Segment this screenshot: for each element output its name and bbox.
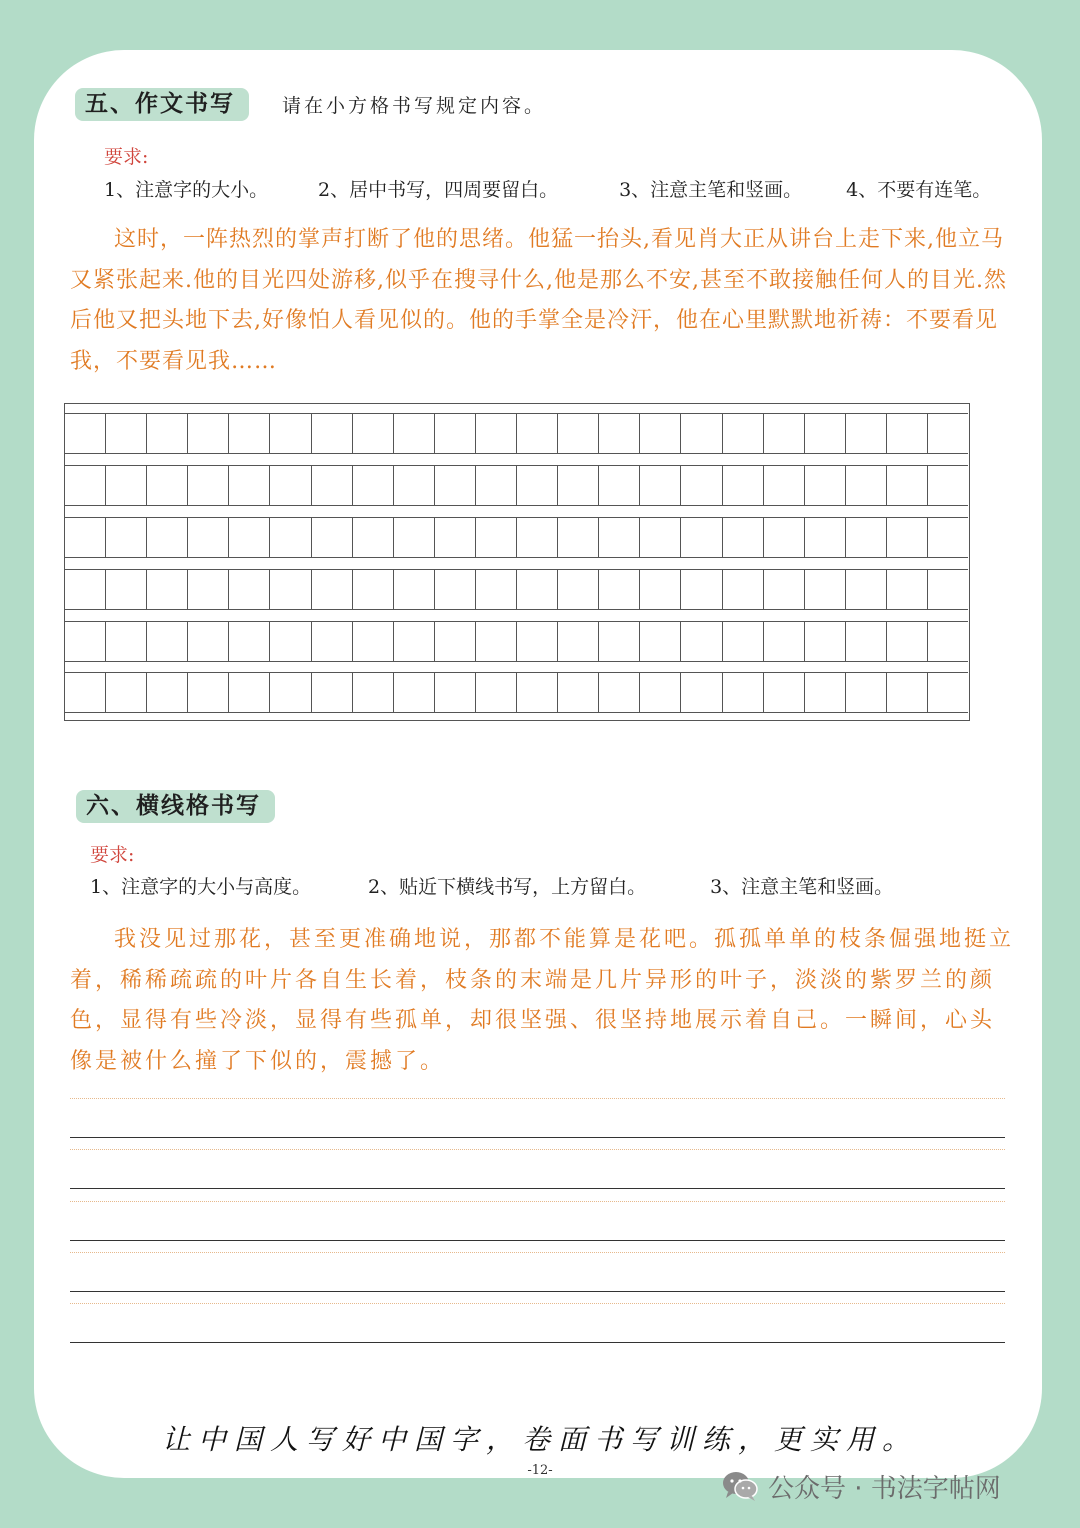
grid-cell[interactable] xyxy=(640,570,681,609)
grid-cell[interactable] xyxy=(517,414,558,453)
grid-cell[interactable] xyxy=(764,622,805,661)
grid-cell[interactable] xyxy=(312,570,353,609)
grid-cell[interactable] xyxy=(106,518,147,557)
grid-cell[interactable] xyxy=(599,622,640,661)
grid-cell[interactable] xyxy=(147,518,188,557)
section6-requirements xyxy=(90,872,893,899)
grid-cell[interactable] xyxy=(106,622,147,661)
grid-cell[interactable] xyxy=(312,414,353,453)
grid-cell[interactable] xyxy=(928,673,968,712)
grid-cell[interactable] xyxy=(887,414,928,453)
grid-cell[interactable] xyxy=(846,622,887,661)
grid-cell[interactable] xyxy=(106,414,147,453)
grid-cell[interactable] xyxy=(640,414,681,453)
grid-cell[interactable] xyxy=(476,466,517,505)
grid-cell[interactable] xyxy=(353,518,394,557)
grid-cell[interactable] xyxy=(65,622,106,661)
grid-cell[interactable] xyxy=(928,570,968,609)
grid-row xyxy=(65,465,968,506)
requirement-item: 3、注意主笔和竖画。 xyxy=(710,876,894,898)
grid-cell[interactable] xyxy=(599,518,640,557)
grid-cell[interactable] xyxy=(188,466,229,505)
grid-cell[interactable] xyxy=(558,414,599,453)
grid-cell[interactable] xyxy=(106,673,147,712)
grid-cell[interactable] xyxy=(188,622,229,661)
grid-cell[interactable] xyxy=(106,570,147,609)
grid-cell[interactable] xyxy=(764,570,805,609)
grid-cell[interactable] xyxy=(147,414,188,453)
grid-cell[interactable] xyxy=(928,466,968,505)
grid-cell[interactable] xyxy=(558,673,599,712)
grid-cell[interactable] xyxy=(270,414,311,453)
grid-cell[interactable] xyxy=(65,673,106,712)
section6-requirement-label: 要求: xyxy=(90,844,135,866)
grid-cell[interactable] xyxy=(887,673,928,712)
grid-row xyxy=(65,413,968,454)
grid-cell[interactable] xyxy=(805,673,846,712)
grid-cell[interactable] xyxy=(723,414,764,453)
section5-instruction: 请在小方格书写规定内容。 xyxy=(282,95,547,117)
grid-cell[interactable] xyxy=(887,466,928,505)
section5-requirements xyxy=(104,175,991,202)
grid-cell[interactable] xyxy=(887,622,928,661)
grid-cell[interactable] xyxy=(270,673,311,712)
grid-row xyxy=(65,569,968,610)
grid-cell[interactable] xyxy=(723,570,764,609)
grid-cell[interactable] xyxy=(928,622,968,661)
writing-line[interactable] xyxy=(70,1201,1005,1241)
grid-cell[interactable] xyxy=(846,414,887,453)
writing-line[interactable] xyxy=(70,1149,1005,1189)
grid-cell[interactable] xyxy=(270,570,311,609)
grid-row xyxy=(65,672,968,713)
grid-cell[interactable] xyxy=(805,466,846,505)
grid-cell[interactable] xyxy=(599,466,640,505)
grid-cell[interactable] xyxy=(312,622,353,661)
grid-cell[interactable] xyxy=(435,570,476,609)
writing-line[interactable] xyxy=(70,1252,1005,1292)
grid-cell[interactable] xyxy=(558,518,599,557)
model-paragraph: 我没见过那花，甚至更准确地说，那都不能算是花吧。孤孤单单的枝条倔强地挺立着，稀稀疏疏的叶片各自生长着，枝条的末端是几片异形的叶子，淡淡的紫罗兰的颜色，显得有些冷淡，显得有些孤单，却很坚强、很坚持地展示着自己。一瞬间，心头像是被什么撞了下似的，震撼了。 xyxy=(70,927,1015,1074)
grid-cell[interactable] xyxy=(476,673,517,712)
model-paragraph: 这时，一阵热烈的掌声打断了他的思绪。他猛一抬头,看见肖大正从讲台上走下来,他立马又紧张起来.他的目光四处游移,似乎在搜寻什么,他是那么不安,甚至不敢接触任何人的目光.然后他又把头地下去,好像怕人看见似的。他的手掌全是冷汗，他在心里默默地祈祷：不要看见我，不要看见我…… xyxy=(70,227,1007,374)
requirement-item: 1、注意字的大小。 xyxy=(104,179,269,201)
page-number: -12- xyxy=(527,1463,553,1478)
grid-cell[interactable] xyxy=(394,622,435,661)
grid-cell[interactable] xyxy=(928,414,968,453)
grid-cell[interactable] xyxy=(846,570,887,609)
grid-cell[interactable] xyxy=(476,570,517,609)
grid-cell[interactable] xyxy=(517,570,558,609)
footer-slogan: 让中国人写好中国字，卷面书写训练，更实用。 xyxy=(161,1423,918,1456)
grid-cell[interactable] xyxy=(394,414,435,453)
grid-cell[interactable] xyxy=(640,622,681,661)
grid-cell[interactable] xyxy=(599,673,640,712)
grid-cell[interactable] xyxy=(394,518,435,557)
grid-cell[interactable] xyxy=(270,622,311,661)
grid-cell[interactable] xyxy=(353,673,394,712)
grid-cell[interactable] xyxy=(723,466,764,505)
section6-title: 六、横线格书写 xyxy=(76,790,275,823)
grid-cell[interactable] xyxy=(435,518,476,557)
grid-row xyxy=(65,517,968,558)
grid-cell[interactable] xyxy=(229,673,270,712)
writing-line[interactable] xyxy=(70,1303,1005,1343)
requirement-item: 1、注意字的大小与高度。 xyxy=(90,876,312,898)
grid-cell[interactable] xyxy=(887,518,928,557)
grid-cell[interactable] xyxy=(887,570,928,609)
grid-cell[interactable] xyxy=(517,673,558,712)
grid-cell[interactable] xyxy=(764,673,805,712)
grid-cell[interactable] xyxy=(805,570,846,609)
grid-cell[interactable] xyxy=(599,570,640,609)
grid-cell[interactable] xyxy=(65,414,106,453)
grid-cell[interactable] xyxy=(147,570,188,609)
requirement-item: 2、贴近下横线书写，上方留白。 xyxy=(368,876,647,898)
grid-cell[interactable] xyxy=(640,673,681,712)
requirement-item: 2、居中书写，四周要留白。 xyxy=(318,179,559,201)
grid-cell[interactable] xyxy=(312,673,353,712)
grid-cell[interactable] xyxy=(394,570,435,609)
grid-cell[interactable] xyxy=(188,518,229,557)
grid-cell[interactable] xyxy=(846,673,887,712)
grid-cell[interactable] xyxy=(435,466,476,505)
grid-cell[interactable] xyxy=(805,518,846,557)
watermark xyxy=(722,1466,1001,1506)
grid-cell[interactable] xyxy=(681,673,722,712)
grid-cell[interactable] xyxy=(640,518,681,557)
grid-cell[interactable] xyxy=(147,622,188,661)
section5-model-text xyxy=(70,220,1016,382)
wechat-icon xyxy=(722,1470,758,1502)
requirement-item: 4、不要有连笔。 xyxy=(846,179,992,201)
grid-cell[interactable] xyxy=(270,518,311,557)
grid-cell[interactable] xyxy=(229,466,270,505)
grid-cell[interactable] xyxy=(558,622,599,661)
section6-model-text xyxy=(70,920,1016,1082)
grid-cell[interactable] xyxy=(517,622,558,661)
grid-cell[interactable] xyxy=(435,622,476,661)
grid-cell[interactable] xyxy=(640,466,681,505)
grid-cell[interactable] xyxy=(353,414,394,453)
grid-cell[interactable] xyxy=(681,466,722,505)
grid-cell[interactable] xyxy=(435,673,476,712)
grid-cell[interactable] xyxy=(353,622,394,661)
grid-cell[interactable] xyxy=(229,518,270,557)
grid-cell[interactable] xyxy=(764,518,805,557)
section5-requirement-label: 要求: xyxy=(104,146,149,168)
grid-cell[interactable] xyxy=(476,622,517,661)
grid-cell[interactable] xyxy=(723,518,764,557)
grid-cell[interactable] xyxy=(846,466,887,505)
grid-cell[interactable] xyxy=(723,622,764,661)
grid-cell[interactable] xyxy=(65,518,106,557)
grid-cell[interactable] xyxy=(805,622,846,661)
grid-cell[interactable] xyxy=(928,518,968,557)
grid-cell[interactable] xyxy=(65,570,106,609)
grid-cell[interactable] xyxy=(312,518,353,557)
grid-row xyxy=(65,621,968,662)
grid-cell[interactable] xyxy=(558,570,599,609)
grid-cell[interactable] xyxy=(476,518,517,557)
grid-cell[interactable] xyxy=(188,414,229,453)
grid-cell[interactable] xyxy=(681,622,722,661)
writing-line[interactable] xyxy=(70,1098,1005,1138)
watermark-text: 公众号 · 书法字帖网 xyxy=(768,1473,1001,1504)
square-grid xyxy=(64,403,970,721)
grid-cell[interactable] xyxy=(312,466,353,505)
grid-cell[interactable] xyxy=(147,673,188,712)
grid-cell[interactable] xyxy=(599,414,640,453)
grid-cell[interactable] xyxy=(517,518,558,557)
grid-cell[interactable] xyxy=(188,570,229,609)
grid-cell[interactable] xyxy=(394,673,435,712)
grid-cell[interactable] xyxy=(723,673,764,712)
grid-cell[interactable] xyxy=(394,466,435,505)
grid-cell[interactable] xyxy=(147,466,188,505)
grid-cell[interactable] xyxy=(229,570,270,609)
grid-cell[interactable] xyxy=(106,466,147,505)
grid-cell[interactable] xyxy=(846,518,887,557)
grid-cell[interactable] xyxy=(805,414,846,453)
grid-cell[interactable] xyxy=(558,466,599,505)
grid-cell[interactable] xyxy=(229,414,270,453)
requirement-item: 3、注意主笔和竖画。 xyxy=(619,179,803,201)
grid-cell[interactable] xyxy=(353,466,394,505)
grid-cell[interactable] xyxy=(188,673,229,712)
section5-title: 五、作文书写 xyxy=(75,88,249,121)
grid-cell[interactable] xyxy=(681,414,722,453)
grid-cell[interactable] xyxy=(476,414,517,453)
grid-cell[interactable] xyxy=(353,570,394,609)
grid-cell[interactable] xyxy=(681,518,722,557)
grid-cell[interactable] xyxy=(65,466,106,505)
grid-cell[interactable] xyxy=(517,466,558,505)
grid-cell[interactable] xyxy=(764,414,805,453)
grid-cell[interactable] xyxy=(229,622,270,661)
grid-cell[interactable] xyxy=(764,466,805,505)
grid-cell[interactable] xyxy=(270,466,311,505)
grid-cell[interactable] xyxy=(435,414,476,453)
grid-cell[interactable] xyxy=(681,570,722,609)
